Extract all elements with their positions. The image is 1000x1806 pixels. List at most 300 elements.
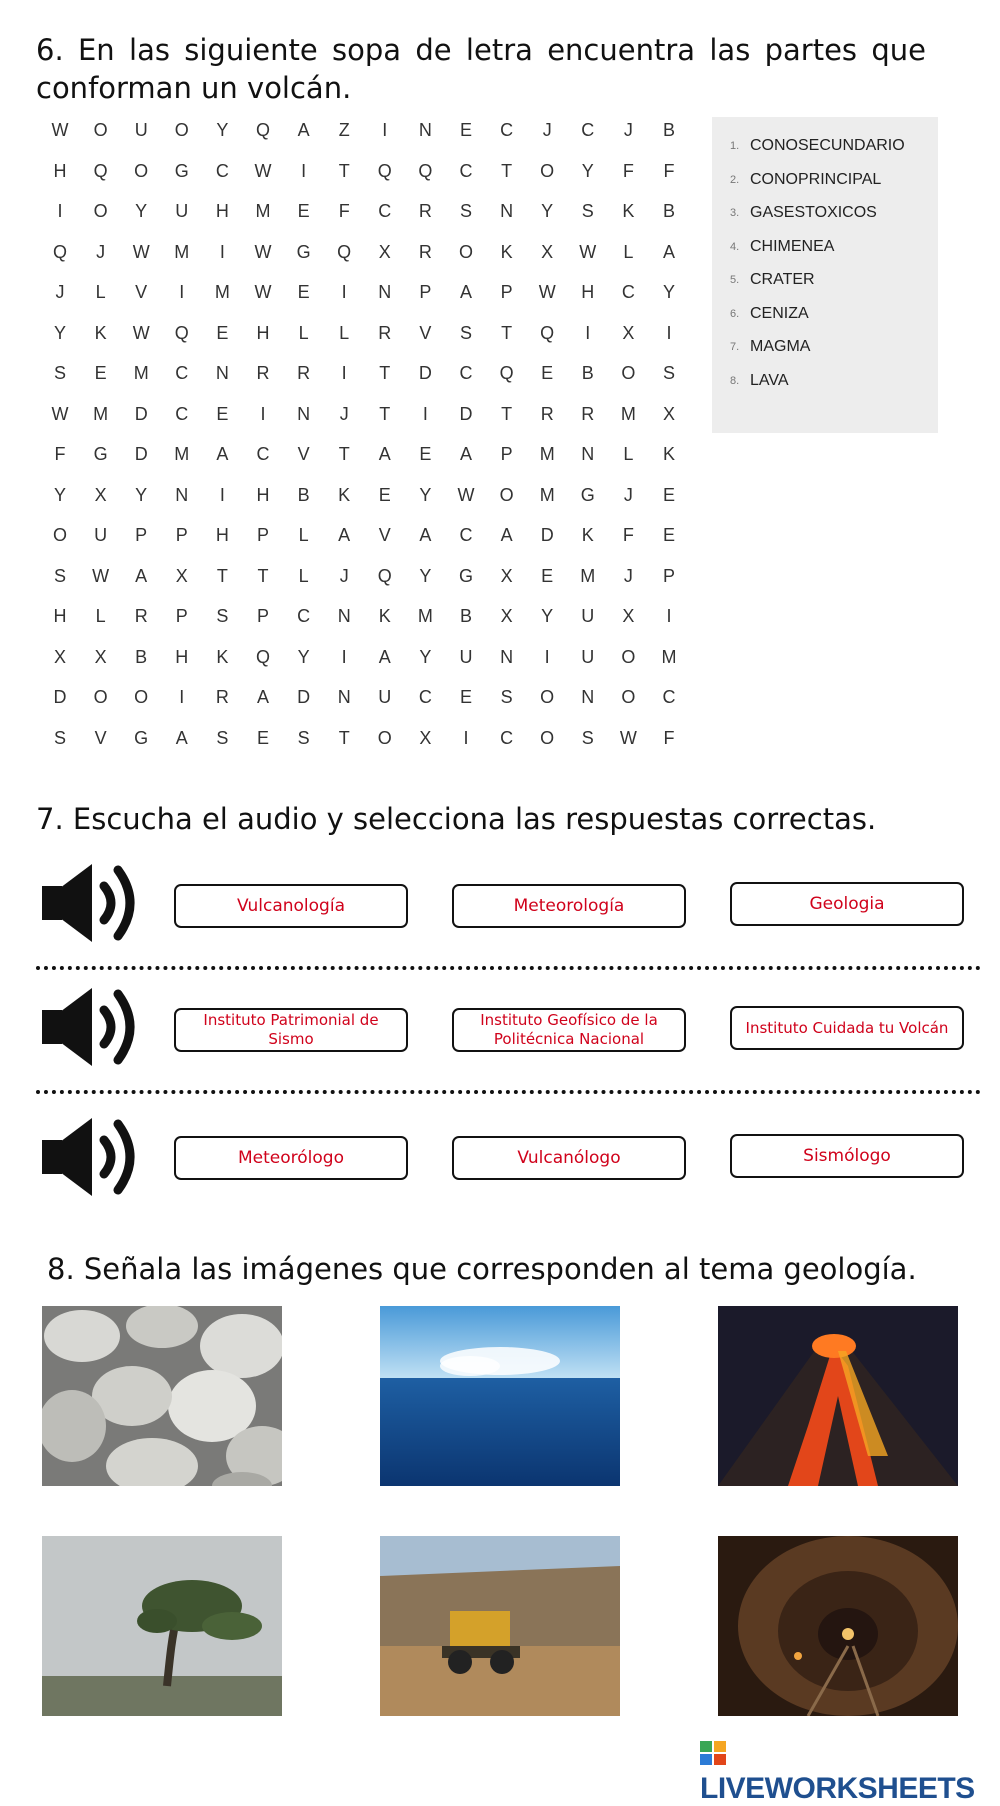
grid-letter[interactable]: N <box>581 444 595 464</box>
grid-letter[interactable]: S <box>500 687 513 707</box>
grid-letter[interactable]: E <box>297 201 310 221</box>
grid-letter[interactable]: G <box>580 484 595 505</box>
grid-letter[interactable]: X <box>53 646 66 667</box>
grid-letter[interactable]: B <box>662 201 675 221</box>
grid-letter[interactable]: K <box>94 322 107 343</box>
grid-letter[interactable]: A <box>135 565 148 586</box>
grid-letter[interactable]: C <box>256 444 270 464</box>
grid-letter[interactable]: I <box>422 403 428 424</box>
grid-letter[interactable]: R <box>378 322 392 343</box>
grid-letter[interactable]: X <box>94 646 107 667</box>
grid-letter[interactable]: K <box>216 646 229 667</box>
grid-letter[interactable]: O <box>93 120 108 140</box>
grid-letter[interactable]: L <box>298 322 309 343</box>
grid-letter[interactable]: A <box>297 120 310 140</box>
grid-letter[interactable]: P <box>662 565 675 586</box>
grid-letter[interactable]: Q <box>418 160 433 181</box>
grid-letter[interactable]: G <box>93 444 108 464</box>
grid-letter[interactable]: L <box>298 525 309 545</box>
grid-letter[interactable]: W <box>254 241 272 262</box>
grid-letter[interactable]: G <box>134 727 149 748</box>
grid-letter[interactable]: X <box>622 606 635 626</box>
grid-letter[interactable]: N <box>337 606 351 626</box>
word-number: 3. <box>730 207 740 219</box>
grid-letter[interactable]: C <box>297 606 311 626</box>
grid-letter[interactable]: D <box>134 444 148 464</box>
grid-letter[interactable]: I <box>57 201 63 221</box>
word-number: 4. <box>730 240 740 253</box>
grid-letter[interactable]: N <box>215 363 229 383</box>
grid-letter[interactable]: V <box>297 444 310 464</box>
grid-letter[interactable]: X <box>94 484 107 505</box>
grid-letter[interactable]: C <box>175 403 189 424</box>
grid-letter[interactable]: T <box>501 160 513 181</box>
grid-letter[interactable]: F <box>622 525 634 545</box>
grid-letter[interactable]: G <box>296 241 311 262</box>
grid-letter[interactable]: U <box>581 646 595 667</box>
question-7-title: 7. Escucha el audio y selecciona las respuestas correctas. <box>36 802 877 836</box>
grid-letter[interactable]: S <box>216 606 229 626</box>
word-label: MAGMA <box>750 338 811 355</box>
grid-letter[interactable]: A <box>662 241 675 262</box>
grid-letter[interactable]: Y <box>581 160 594 181</box>
grid-letter[interactable]: X <box>541 241 554 262</box>
grid-letter[interactable]: O <box>93 687 108 707</box>
grid-letter[interactable]: S <box>53 363 66 383</box>
grid-letter[interactable]: H <box>175 646 189 667</box>
grid-letter[interactable]: O <box>93 201 108 221</box>
grid-letter[interactable]: I <box>219 484 225 505</box>
grid-letter[interactable]: C <box>418 687 432 707</box>
grid-letter[interactable]: N <box>500 201 514 221</box>
answer-3-1[interactable]: Meteorólogo <box>174 1136 408 1180</box>
grid-letter[interactable]: M <box>539 484 555 505</box>
grid-letter[interactable]: O <box>540 727 555 748</box>
grid-letter[interactable]: H <box>215 201 229 221</box>
word-label: CENIZA <box>750 304 809 322</box>
ocean-image[interactable] <box>380 1306 620 1486</box>
grid-letter[interactable]: E <box>297 282 310 302</box>
grid-letter[interactable]: S <box>216 727 229 748</box>
word-list-item <box>712 198 938 228</box>
grid-letter[interactable]: C <box>459 160 473 181</box>
grid-letter[interactable]: Y <box>216 120 229 140</box>
grid-letter[interactable]: M <box>620 403 636 424</box>
grid-letter[interactable]: T <box>338 444 350 464</box>
grid-letter[interactable]: I <box>585 322 591 343</box>
grid-letter[interactable]: L <box>623 444 634 464</box>
grid-letter[interactable]: Q <box>174 322 189 343</box>
grid-letter[interactable]: W <box>51 120 69 140</box>
grid-letter[interactable]: W <box>579 241 597 262</box>
grid-letter[interactable]: J <box>542 120 552 140</box>
grid-letter[interactable]: D <box>459 403 473 424</box>
grid-letter[interactable]: M <box>580 565 596 586</box>
grid-letter[interactable]: I <box>463 727 469 748</box>
grid-letter[interactable]: A <box>500 525 513 545</box>
grid-letter[interactable]: A <box>216 444 229 464</box>
word-label: CONOPRINCIPAL <box>750 170 882 188</box>
grid-letter[interactable]: Z <box>338 120 350 140</box>
grid-letter[interactable]: W <box>132 322 150 343</box>
grid-letter[interactable]: R <box>215 687 229 707</box>
grid-letter[interactable]: I <box>544 646 550 667</box>
grid-letter[interactable]: R <box>540 403 554 424</box>
grid-letter[interactable]: I <box>219 241 225 262</box>
grid-letter[interactable]: M <box>174 444 190 464</box>
grid-letter[interactable]: T <box>338 727 350 748</box>
grid-letter[interactable]: X <box>175 565 188 586</box>
grid-letter[interactable]: B <box>135 646 148 667</box>
grid-letter[interactable]: H <box>581 282 595 302</box>
grid-letter[interactable]: V <box>378 525 391 545</box>
word-number: 5. <box>730 274 740 286</box>
grid-letter[interactable]: C <box>459 525 473 545</box>
grid-letter[interactable]: P <box>500 282 513 302</box>
grid-letter[interactable]: Q <box>337 241 352 262</box>
grid-letter[interactable]: D <box>418 363 432 383</box>
grid-letter[interactable]: K <box>378 606 391 626</box>
grid-letter[interactable]: Y <box>53 322 66 343</box>
grid-letter[interactable]: I <box>666 322 672 343</box>
grid-letter[interactable]: Y <box>419 484 432 505</box>
grid-letter[interactable]: M <box>255 201 271 221</box>
grid-letter[interactable]: O <box>499 484 514 505</box>
grid-letter[interactable]: E <box>662 525 675 545</box>
grid-letter[interactable]: Q <box>499 363 514 383</box>
grid-letter[interactable]: X <box>500 606 513 626</box>
grid-letter[interactable]: I <box>341 363 347 383</box>
grid-letter[interactable]: L <box>298 565 309 586</box>
grid-letter[interactable]: O <box>458 241 473 262</box>
grid-letter[interactable]: V <box>135 282 148 302</box>
grid-letter[interactable]: B <box>581 363 594 383</box>
grid-letter[interactable]: A <box>419 525 432 545</box>
grid-letter[interactable]: R <box>418 241 432 262</box>
grid-letter[interactable]: F <box>54 444 66 464</box>
grid-letter[interactable]: Q <box>377 565 392 586</box>
grid-letter[interactable]: A <box>459 282 472 302</box>
grid-letter[interactable]: W <box>254 160 272 181</box>
grid-letter[interactable]: P <box>419 282 432 302</box>
grid-letter[interactable]: Q <box>93 160 108 181</box>
answer-1-1[interactable]: Vulcanología <box>174 884 408 928</box>
grid-letter[interactable]: I <box>179 282 185 302</box>
word-number: 2. <box>730 173 740 186</box>
grid-letter[interactable]: P <box>175 606 188 626</box>
grid-letter[interactable]: A <box>459 444 472 464</box>
grid-letter[interactable]: S <box>53 565 66 586</box>
word-number: 7. <box>730 341 740 353</box>
grid-letter[interactable]: C <box>500 120 514 140</box>
word-search-grid[interactable] <box>40 110 692 760</box>
grid-letter[interactable]: X <box>622 322 635 343</box>
grid-letter[interactable]: P <box>175 525 188 545</box>
grid-letter[interactable]: T <box>501 322 513 343</box>
grid-letter[interactable]: I <box>179 687 185 707</box>
grid-letter[interactable]: E <box>378 484 391 505</box>
grid-letter[interactable]: C <box>621 282 635 302</box>
grid-letter[interactable]: W <box>538 282 556 302</box>
grid-letter[interactable]: O <box>540 687 555 707</box>
answer-3-3[interactable]: Sismólogo <box>730 1134 964 1178</box>
grid-letter[interactable]: O <box>174 120 189 140</box>
answer-2-3[interactable]: Instituto Cuidada tu Volcán <box>730 1006 964 1050</box>
grid-letter[interactable]: E <box>94 363 107 383</box>
audio-1-speaker-icon[interactable] <box>38 858 148 948</box>
grid-letter[interactable]: R <box>418 201 432 221</box>
grid-letter[interactable]: D <box>53 687 67 707</box>
grid-letter[interactable]: S <box>459 322 472 343</box>
grid-letter[interactable]: X <box>378 241 391 262</box>
grid-letter[interactable]: Y <box>135 201 148 221</box>
grid-letter[interactable]: O <box>621 646 636 667</box>
grid-letter[interactable]: C <box>500 727 514 748</box>
grid-letter[interactable]: W <box>132 241 150 262</box>
grid-letter[interactable]: O <box>52 525 67 545</box>
grid-letter[interactable]: O <box>621 363 636 383</box>
grid-letter[interactable]: A <box>378 444 391 464</box>
grid-letter[interactable]: N <box>297 403 311 424</box>
word-number: 6. <box>730 307 740 320</box>
grid-letter[interactable]: X <box>419 727 432 748</box>
word-list <box>712 117 938 433</box>
grid-letter[interactable]: H <box>215 525 229 545</box>
grid-letter[interactable]: O <box>621 687 636 707</box>
grid-letter[interactable]: D <box>134 403 148 424</box>
word-list-item <box>712 265 938 295</box>
grid-letter[interactable]: F <box>622 160 634 181</box>
grid-letter[interactable]: J <box>339 403 349 424</box>
grid-letter[interactable]: I <box>666 606 672 626</box>
grid-letter[interactable]: E <box>256 727 269 748</box>
word-label: CONOSECUNDARIO <box>750 137 905 154</box>
grid-letter[interactable]: J <box>623 120 633 140</box>
grid-letter[interactable]: U <box>378 687 392 707</box>
grid-letter[interactable]: J <box>96 241 106 262</box>
word-list-item <box>712 165 938 195</box>
grid-letter[interactable]: Q <box>52 241 67 262</box>
grid-letter[interactable]: H <box>256 322 270 343</box>
answer-2-2[interactable]: Instituto Geofísico de la Politécnica Nacional <box>452 1008 686 1052</box>
grid-letter[interactable]: G <box>458 565 473 586</box>
grid-letter[interactable]: A <box>378 646 391 667</box>
grid-letter[interactable]: J <box>55 282 65 302</box>
grid-letter[interactable]: F <box>338 201 350 221</box>
grid-letter[interactable]: H <box>53 160 67 181</box>
grid-letter[interactable]: N <box>337 687 351 707</box>
grid-letter[interactable]: E <box>419 444 432 464</box>
grid-letter[interactable]: W <box>51 403 69 424</box>
grid-letter[interactable]: G <box>174 160 189 181</box>
grid-letter[interactable]: C <box>215 160 229 181</box>
grid-letter[interactable]: J <box>623 565 633 586</box>
grid-letter[interactable]: S <box>581 727 594 748</box>
grid-letter[interactable]: V <box>419 322 432 343</box>
grid-letter[interactable]: S <box>662 363 675 383</box>
grid-letter[interactable]: L <box>95 606 106 626</box>
grid-letter[interactable]: T <box>338 160 350 181</box>
grid-letter[interactable]: B <box>459 606 472 626</box>
grid-letter[interactable]: Q <box>255 646 270 667</box>
grid-letter[interactable]: K <box>338 484 351 505</box>
grid-letter[interactable]: I <box>341 282 347 302</box>
mine-tunnel-image[interactable] <box>718 1536 958 1716</box>
grid-letter[interactable]: K <box>662 444 675 464</box>
grid-letter[interactable]: D <box>540 525 554 545</box>
grid-letter[interactable]: I <box>382 120 388 140</box>
grid-letter[interactable]: E <box>541 565 554 586</box>
word-number: 1. <box>730 140 740 152</box>
grid-letter[interactable]: U <box>581 606 595 626</box>
grid-letter[interactable]: Y <box>135 484 148 505</box>
grid-letter[interactable]: Y <box>53 484 66 505</box>
grid-letter[interactable]: Y <box>419 565 432 586</box>
grid-letter[interactable]: Q <box>377 160 392 181</box>
grid-letter[interactable]: M <box>214 282 230 302</box>
grid-letter[interactable]: P <box>256 525 269 545</box>
grid-letter[interactable]: L <box>95 282 106 302</box>
grid-letter[interactable]: F <box>663 727 675 748</box>
grid-letter[interactable]: W <box>457 484 475 505</box>
word-list-item <box>712 299 938 329</box>
grid-letter[interactable]: I <box>341 646 347 667</box>
grid-letter[interactable]: P <box>256 606 269 626</box>
mining-truck-image[interactable] <box>380 1536 620 1716</box>
windblown-tree-image[interactable] <box>42 1536 282 1716</box>
audio-3-speaker-icon[interactable] <box>38 1112 148 1202</box>
grid-letter[interactable]: Q <box>540 322 555 343</box>
grid-letter[interactable]: S <box>459 201 472 221</box>
speaker-icon <box>38 1112 148 1202</box>
grid-letter[interactable]: Y <box>297 646 310 667</box>
grid-letter[interactable]: Q <box>255 120 270 140</box>
grid-letter[interactable]: J <box>623 484 633 505</box>
grid-letter[interactable]: P <box>135 525 148 545</box>
grid-letter[interactable]: N <box>418 120 432 140</box>
grid-letter[interactable]: Y <box>541 201 554 221</box>
grid-letter[interactable]: W <box>619 727 637 748</box>
grid-letter[interactable]: N <box>378 282 392 302</box>
grid-letter[interactable]: I <box>260 403 266 424</box>
grid-letter[interactable]: C <box>662 687 676 707</box>
grid-letter[interactable]: T <box>501 403 513 424</box>
grid-letter[interactable]: E <box>216 403 229 424</box>
grid-letter[interactable]: E <box>541 363 554 383</box>
grid-letter[interactable]: O <box>134 160 149 181</box>
grid-letter[interactable]: L <box>339 322 350 343</box>
grid-letter[interactable]: E <box>216 322 229 343</box>
grid-letter[interactable]: S <box>297 727 310 748</box>
grid-letter[interactable]: T <box>379 403 391 424</box>
grid-letter[interactable]: N <box>175 484 189 505</box>
grid-letter[interactable]: W <box>92 565 110 586</box>
grid-letter[interactable]: U <box>459 646 473 667</box>
grid-letter[interactable]: W <box>254 282 272 302</box>
speaker-icon <box>38 982 148 1072</box>
grid-letter[interactable]: R <box>256 363 270 383</box>
grid-letter[interactable]: D <box>297 687 311 707</box>
grid-letter[interactable]: V <box>94 727 107 748</box>
grid-letter[interactable]: X <box>500 565 513 586</box>
grid-letter[interactable]: E <box>662 484 675 505</box>
answer-3-2[interactable]: Vulcanólogo <box>452 1136 686 1180</box>
grid-letter[interactable]: M <box>133 363 149 383</box>
grid-letter[interactable]: R <box>581 403 595 424</box>
grid-letter[interactable]: M <box>174 241 190 262</box>
volcano-image[interactable] <box>718 1306 958 1486</box>
answer-2-1[interactable]: Instituto Patrimonial de Sismo <box>174 1008 408 1052</box>
grid-letter[interactable]: P <box>500 444 513 464</box>
grid-letter[interactable]: K <box>622 201 635 221</box>
grid-letter[interactable]: R <box>134 606 148 626</box>
grid-letter[interactable]: T <box>216 565 228 586</box>
grid-letter[interactable]: A <box>338 525 351 545</box>
grid-letter[interactable]: E <box>459 687 472 707</box>
grid-letter[interactable]: B <box>662 120 675 140</box>
grid-letter[interactable]: S <box>53 727 66 748</box>
grid-letter[interactable]: Y <box>541 606 554 626</box>
grid-letter[interactable]: T <box>379 363 391 383</box>
grid-letter[interactable]: O <box>377 727 392 748</box>
grid-letter[interactable]: M <box>93 403 109 424</box>
grid-letter[interactable]: H <box>53 606 67 626</box>
grid-letter[interactable]: U <box>134 120 148 140</box>
grid-letter[interactable]: C <box>378 201 392 221</box>
grid-letter[interactable]: O <box>540 160 555 181</box>
grid-letter[interactable]: M <box>661 646 677 667</box>
word-list-item <box>712 366 938 396</box>
grid-letter[interactable]: I <box>301 160 307 181</box>
grid-letter[interactable]: N <box>500 646 514 667</box>
grid-letter[interactable]: C <box>175 363 189 383</box>
grid-letter[interactable]: K <box>500 241 513 262</box>
grid-letter[interactable]: A <box>256 687 269 707</box>
grid-letter[interactable]: L <box>623 241 634 262</box>
word-label: CHIMENEA <box>750 237 835 255</box>
grid-letter[interactable]: N <box>581 687 595 707</box>
grid-letter[interactable]: M <box>417 606 433 626</box>
grid-letter[interactable]: A <box>175 727 188 748</box>
grid-letter[interactable]: Y <box>419 646 432 667</box>
grid-letter[interactable]: C <box>581 120 595 140</box>
grid-letter[interactable]: K <box>581 525 594 545</box>
question-8-title: 8. Señala las imágenes que corresponden al tema geología. <box>47 1252 917 1286</box>
grid-letter[interactable]: R <box>297 363 311 383</box>
grid-letter[interactable]: F <box>663 160 675 181</box>
grid-letter[interactable]: T <box>257 565 269 586</box>
grid-letter[interactable]: U <box>175 201 189 221</box>
answer-1-3[interactable]: Geologia <box>730 882 964 926</box>
word-list-item <box>712 332 938 362</box>
grid-letter[interactable]: M <box>539 444 555 464</box>
grid-letter[interactable]: Y <box>662 282 675 302</box>
grid-letter[interactable]: X <box>662 403 675 424</box>
word-label: CRATER <box>750 271 815 288</box>
word-list-item <box>712 131 938 161</box>
stones-image[interactable] <box>42 1306 282 1486</box>
grid-letter[interactable]: U <box>94 525 108 545</box>
grid-letter[interactable]: O <box>134 687 149 707</box>
audio-2-speaker-icon[interactable] <box>38 982 148 1072</box>
grid-letter[interactable]: C <box>459 363 473 383</box>
grid-letter[interactable]: E <box>459 120 472 140</box>
grid-letter[interactable]: J <box>339 565 349 586</box>
grid-letter[interactable]: S <box>581 201 594 221</box>
answer-1-2[interactable]: Meteorología <box>452 884 686 928</box>
grid-letter[interactable]: H <box>256 484 270 505</box>
grid-letter[interactable]: B <box>297 484 310 505</box>
